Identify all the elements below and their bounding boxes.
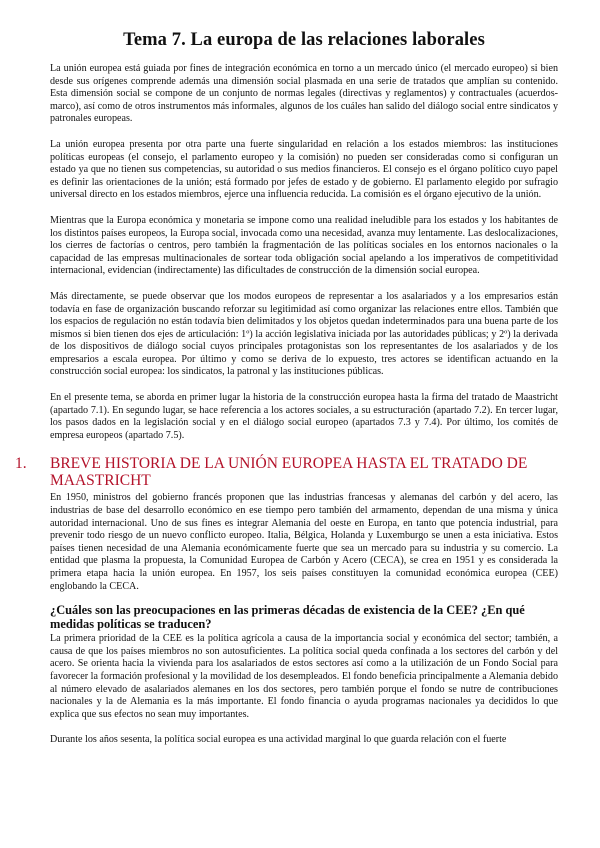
- question-heading: ¿Cuáles son las preocupaciones en las primeras décadas de existencia de la CEE? ¿En qué medidas políticas se traducen?: [50, 603, 525, 632]
- document-title: Tema 7. La europa de las relaciones laborales: [123, 30, 485, 50]
- section-1-paragraph: En 1950, ministros del gobierno francés proponen que las industrias francesas y alemanas del carbón y del acero, las industrias de base del desarrollo económico en ese tiempo pero también del armamento, dependan de una misma y única autoridad internacional. Uno de sus fines es integrar Alemania del oeste en Europa, en tanto que potencia industrial, para prevenir todo riesgo de un nuevo conflicto europeo. Italia, Bélgica, Holanda y Luxemburgo se unen a esta iniciativa. Estos países tienen necesidad de una Alemania económicamente fuerte que sea un mercado para su industria y su comercio. La entidad que plasma la propuesta, la Comunidad Europea de Carbón y Acero (CECA), se crea en 1951 y es considerada la primera etapa hacia la unión europea. En 1957, los seis países constituyen la comunidad económica europea (CEE) englobando la CECA.: [50, 492, 558, 592]
- question-paragraph-2: Durante los años sesenta, la política social europea es una actividad marginal lo que guarda relación con el fuerte: [50, 734, 507, 746]
- intro-paragraph-3: Mientras que la Europa económica y monetaria se impone como una realidad ineludible para los estados y los habitantes de los distintos países europeos, la Europa social, invocada como una necesidad, avanza muy lentamente. Las deslocalizaciones, los cierres de factorías o centros, pero también la fragmentación de las políticas sociales en los entornos nacionales o la capacidad de las empresas multinacionales de sortear toda obligación social apelando a los imperativos de competitividad internacional, evidencian (indirectamente) las dificultades de construcción de la dimensión social europea.: [50, 214, 558, 277]
- document-page: [15, 30, 558, 760]
- intro-paragraph-4: Más directamente, se puede observar que los modos europeos de representar a los asalariados y a los empresarios están todavía en fase de organización buscando reforzar su legitimidad así como organizar las relaciones entre ellos. También que los espacios de regulación no están todavía bien delimitados y los objetos quedan indeterminados para una buena parte de los mismos si bien tienen dos ejes de articulación: 1º) la acción legislativa iniciada por las autoridades públicas; y 2º) la derivada de los dispositivos de diálogo social cuyos principales protagonistas son los representantes de los asalariados y de los empresarios a escala europea. Por último y como se deriva de lo expuesto, tres actores se identifican actuando en la construcción social europea: los sindicatos, la patronal y las instituciones públicas.: [50, 290, 558, 378]
- section-1-title: BREVE HISTORIA DE LA UNIÓN EUROPEA HASTA EL TRATADO DE MAASTRICHT: [50, 455, 528, 490]
- intro-paragraph-5: En el presente tema, se aborda en primer lugar la historia de la construcción europea hasta la firma del tratado de Maastricht (apartado 7.1). En segundo lugar, se hace referencia a los actores sociales, a su estructuración (apartado 7.2). En tercer lugar, los pasos dados en la legislación social y en el diálogo social europeo (apartados 7.3 y 7.4). Por último, los comités de empresa europeos (apartado 7.5).: [50, 392, 558, 441]
- intro-paragraph-2: La unión europea presenta por otra parte una fuerte singularidad en relación a los estados miembros: las instituciones políticas europeas (el consejo, el parlamento europeo y la comisión) no pueden ser consideradas como si configuran un estado ya que no tienen sus competencias, su autoridad o sus medios financieros. El consejo es el órgano político cuyo papel es definir las orientaciones de la unión; está formado por jefes de estado y de gobierno. El parlamento elegido por sufragio universal directo en los estados miembros, ejerce una influencia reducida. La comisión es el órgano ejecutivo de la unión.: [50, 138, 558, 201]
- intro-paragraph-1: La unión europea está guiada por fines de integración económica en torno a un mercado único (el mercado europeo) si bien desde sus orígenes comprende además una dimensión social plasmada en una serie de tratados que amplían su contenido. Esta dimensión social se compone de un conjunto de normas legales (directivas y reglamentos) y contractuales (acuerdos-marco), así como de otros instrumentos más informales, algunos de los cuáles han salido del diálogo social entre sindicatos y patronales europeas.: [50, 63, 558, 125]
- question-paragraph-1: La primera prioridad de la CEE es la política agrícola a causa de la importancia social y económica del sector; también, a causa de que los países miembros no son autosuficientes. La política social queda confinada a los sectores del carbón y del acero. Se orienta hacia la vivienda para los asalariados de estos sectores así como a la utilización de un Fondo Social para favorecer la formación profesional y la movilidad de los desempleados. El fondo beneficia principalmente a Alemania debido al número elevado de asalariados alemanes en los dos sectores, pero también porque el fondo se nutre de contribuciones nacionales y la de Alemania es la más importante. El fondo financia o ayuda programas nacionales ya decididos lo que explica que sus efectos no sean muy importantes.: [50, 633, 558, 720]
- section-1-heading: [15, 455, 558, 489]
- section-1-number: 1.: [15, 455, 27, 473]
